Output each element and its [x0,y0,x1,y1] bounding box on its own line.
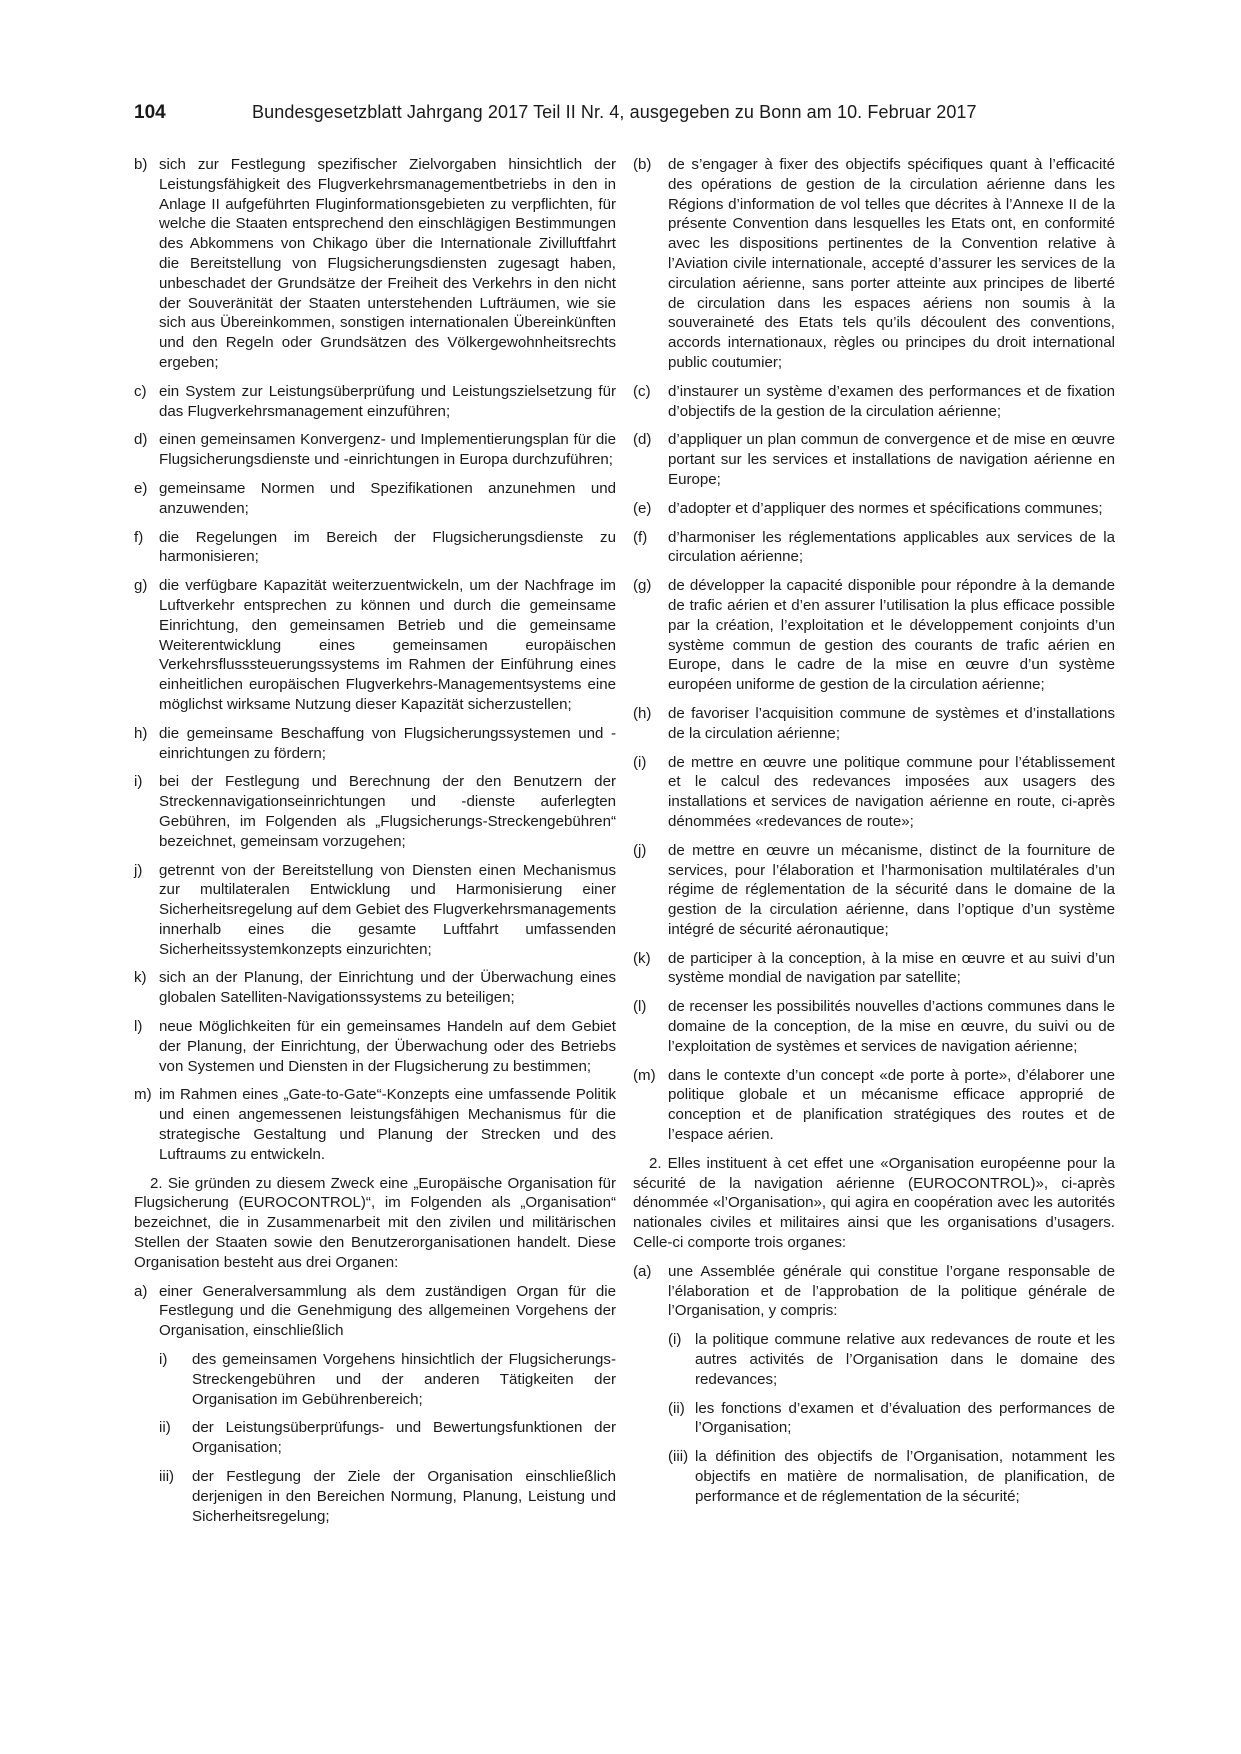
item-label: (d) [633,431,652,449]
sub-item-text: la définition des objectifs de l’Organisation, notamment les objectifs en matière de normalisation, de planification, de performance et de réglementation de la sécurité; [695,1448,1115,1505]
list-item [633,430,1115,489]
item-label: c) [134,382,147,400]
sub-item-text: la politique commune relative aux redevances de route et les autres activités de l’Organisation dans le domaine des redevances; [695,1331,1115,1388]
item-label: h) [134,724,148,742]
running-title: Bundesgesetzblatt Jahrgang 2017 Teil II Nr. 4, ausgegeben zu Bonn am 10. Februar 2017 [252,102,977,122]
item-label: d) [134,431,148,449]
item-label: l) [134,1018,143,1036]
list-item [134,1085,616,1164]
list-item [633,753,1115,832]
item-label: m) [134,1086,152,1104]
list-item [134,772,616,851]
sub-item-label: (iii) [668,1448,689,1466]
item-label: a) [134,1282,148,1300]
sub-item-text: der Leistungsüberprüfungs- und Bewertungsfunktionen der Organisation; [192,1419,616,1457]
sub-item-label: i) [159,1351,168,1369]
sub-item [159,1467,616,1526]
list-item [633,382,1115,422]
item-text: sich zur Festlegung spezifischer Zielvorgaben hinsichtlich der Leistungsfähigkeit des Flugverkehrsmanagementbetriebs in den in Anlage II aufgeführten Fluginformationsgebieten zu verpflichten, für welche die Staaten entsprechend den einschlägigen Bestimmungen des Abkommens von Chikago über die Internationale Zivilluftfahrt die Bereitstellung von Flugsicherungsdiensten zugesagt haben, unbeschadet der Grundsätze der Freiheit des Verkehrs in den nicht der Souveränität der Staaten unterstehenden Lufträumen, wie sie sich aus Übereinkommen, sonstigen internationalen Übereinkünften und den Regeln oder Grundsätzen des Völkergewohnheitsrechts ergeben; [159,156,616,371]
item-text: neue Möglichkeiten für ein gemeinsames Handeln auf dem Gebiet der Planung, der Einrichtung, der Überwachung oder des Betriebs von Systemen und Diensten in der Flugsicherung zu bestimmen; [159,1018,616,1075]
sub-item-label: iii) [159,1468,175,1486]
item-text: d’adopter et d’appliquer des normes et spécifications communes; [668,499,1103,517]
item-label: (e) [633,499,652,517]
item-label: (h) [633,704,652,722]
list-item [134,155,616,373]
sub-item [668,1399,1115,1439]
list-item [134,382,616,422]
item-text: getrennt von der Bereitstellung von Diensten einen Mechanismus zur multilateralen Entwicklung und Harmonisierung einer Sicherheitsregelung auf dem Gebiet des Flugverkehrsmanagements innerhalb eines die gesamte Luftfahrt umfassenden Sicherheitssystemkonzepts einzurichten; [159,861,616,958]
page-number: 104 [134,102,166,123]
item-text: de participer à la conception, à la mise en œuvre et au suivi d’un système mondial de navigation par satellite; [668,949,1115,987]
item-text: d’instaurer un système d’examen des performances et de fixation d’objectifs de la gestion de la circulation aérienne; [668,382,1115,420]
list-item [134,1017,616,1076]
item-text: d’harmoniser les réglementations applicables aux services de la circulation aérienne; [668,528,1115,566]
item-text: de développer la capacité disponible pour répondre à la demande de trafic aérien et d’en assurer l’utilisation la plus efficace possible par la création, l’exploitation et le développement conjoints d’un système commun de gestion des courants de trafic aérien en Europe, dans le cadre de la mise en œuvre d’un système européen uniforme de gestion de la circulation aérienne; [668,577,1115,694]
item-text: bei der Festlegung und Berechnung der den Benutzern der Streckennavigationseinrichtungen und -dienste auferlegten Gebühren, im Folgenden als „Flugsicherungs-Streckengebühren“ bezeichnet, gemeinsam vorzugehen; [159,773,616,850]
list-item [134,479,616,519]
item-text: die Regelungen im Bereich der Flugsicherungsdienste zu harmonisieren; [159,528,616,566]
item-text: de s’engager à fixer des objectifs spécifiques quant à l’efficacité des opérations de gestion de la circulation aérienne dans les Régions d’information de vol telles que décrites à l’Annexe II de la présente Convention dans lesquelles les Etats ont, en conformité avec les dispositions pertinentes de la Convention relative à l’Aviation civile internationale, accepté d’assurer les services de la circulation aérienne, sans porter atteinte aux principes de liberté de circulation dans les espaces aériens non soumis à la souveraineté des Etats tels qu’ils découlent des conventions, accords internationaux, règles ou principes du droit international public coutumier; [668,156,1115,371]
sub-item-label: (ii) [668,1399,685,1417]
list-item [134,724,616,764]
item-label: i) [134,773,143,791]
item-text: dans le contexte d’un concept «de porte à porte», d’élaborer une politique globale et un mécanisme efficace approprié de conception et de planification stratégiques des routes et de l’espace aérien. [668,1066,1115,1144]
list-item [134,968,616,1008]
item-label: f) [134,528,144,546]
item-text: im Rahmen eines „Gate-to-Gate“-Konzepts eine umfassende Politik und einen angemessenen leistungsfähigen Mechanismus für die strategische Gestaltung und Planung der Strecken und des Luftraums zu entwickeln. [159,1086,616,1163]
item-label: (g) [633,577,652,595]
german-column [134,155,616,1535]
list-item-a [134,1282,616,1341]
list-item [633,841,1115,940]
sub-item [159,1350,616,1409]
list-item [134,528,616,568]
item-label: (b) [633,156,652,173]
item-label: k) [134,969,147,987]
item-label: g) [134,577,148,595]
item-text: einen gemeinsamen Konvergenz- und Implementierungsplan für die Flugsicherungsdienste und -einrichtungen in Europa durchzuführen; [159,431,616,469]
list-item [134,576,616,715]
item-label: (j) [633,841,647,859]
item-text: sich an der Planung, der Einrichtung und der Überwachung eines globalen Satelliten-Navigationssystems zu beteiligen; [159,969,616,1007]
item-label: (k) [633,949,651,967]
sub-item-text: les fonctions d’examen et d’évaluation des performances de l’Organisation; [695,1399,1115,1437]
list-item [633,576,1115,695]
item-text: gemeinsame Normen und Spezifikationen anzunehmen und anzuwenden; [159,479,616,517]
paragraph-2: 2. Elles instituent à cet effet une «Organisation européenne pour la sécurité de la navigation aérienne (EUROCONTROL)», ci-après dénommée «l’Organisation», qui agira en coopération avec les autorités nationales civiles et militaires ainsi que les organisations d’usagers. Celle-ci comporte trois organes: [633,1154,1115,1252]
item-label: (m) [633,1066,656,1084]
sub-item [159,1418,616,1458]
list-item [633,155,1115,373]
item-text: de mettre en œuvre une politique commune pour l’établissement et le calcul des redevances imposées aux usagers des installations et services de navigation aérienne en route, ci-après dénommées «redevances de route»; [668,753,1115,830]
item-text: de mettre en œuvre un mécanisme, distinct de la fourniture de services, pour l’élaboration et l’harmonisation multilatérales d’un régime de réglementation de la sécurité dans le domaine de la gestion de la circulation aérienne, dans l’optique d’un système intégré de sécurité aéronautique; [668,841,1115,938]
sub-item-text: der Festlegung der Ziele der Organisation einschließlich derjenigen in den Bereichen Normung, Planung, Leistung und Sicherheitsregelung; [192,1468,616,1525]
item-text: die verfügbare Kapazität weiterzuentwickeln, um der Nachfrage im Luftverkehr entsprechen zu können und durch die gemeinsame Einrichtung, den gemeinsamen Betrieb und die gemeinsame Weiterentwicklung eines gemeinsamen europäischen Verkehrsflusssteuerungssystems im Rahmen der Einführung eines einheitlichen europäischen Flugverkehrs-Managementsystems eine möglichst wirksame Nutzung dieser Kapazität sicherzustellen; [159,577,616,713]
list-item [134,861,616,960]
page-header [134,102,1114,128]
item-text: de favoriser l’acquisition commune de systèmes et d’installations de la circulation aérienne; [668,704,1115,742]
item-text: une Assemblée générale qui constitue l’organe responsable de l’élaboration et de l’approbation de la politique générale de l’Organisation, y compris: [668,1262,1115,1320]
item-label: (f) [633,528,648,546]
item-label: j) [134,861,143,879]
paragraph-2: 2. Sie gründen zu diesem Zweck eine „Europäische Organisation für Flugsicherung (EUROCONTROL)“, im Folgenden als „Organisation“ bezeichnet, die in Zusammenarbeit mit den zivilen und militärischen Stellen der Staaten sowie den Benutzerorganisationen handelt. Diese Organisation besteht aus drei Organen: [134,1174,616,1271]
item-label: (i) [633,753,647,771]
list-item [633,499,1115,519]
list-item [633,1066,1115,1145]
item-text: de recenser les possibilités nouvelles d’actions communes dans le domaine de la conception, de la mise en œuvre, du suivi ou de l’exploitation de systèmes et services de navigation aérienne; [668,998,1115,1055]
sub-item-label: ii) [159,1419,171,1437]
list-item [633,704,1115,744]
list-item [633,949,1115,989]
sub-item-text: des gemeinsamen Vorgehens hinsichtlich der Flugsicherungs-Streckengebühren und der anderen Tätigkeiten der Organisation im Gebührenbereich; [192,1351,616,1408]
list-item [633,997,1115,1056]
item-label: (a) [633,1262,652,1280]
item-text: d’appliquer un plan commun de convergence et de mise en œuvre portant sur les services et installations de navigation aérienne en Europe; [668,431,1115,488]
sub-item-label: (i) [668,1331,682,1349]
sub-item [668,1330,1115,1389]
item-text: einer Generalversammlung als dem zuständigen Organ für die Festlegung und die Genehmigung des allgemeinen Vorgehens der Organisation, einschließlich [159,1282,616,1340]
list-item-a [633,1262,1115,1321]
item-text: ein System zur Leistungsüberprüfung und Leistungszielsetzung für das Flugverkehrsmanagement einzuführen; [159,382,616,420]
list-item [633,528,1115,568]
item-text: die gemeinsame Beschaffung von Flugsicherungssystemen und -einrichtungen zu fördern; [159,724,616,762]
french-column [633,155,1115,1516]
item-label: e) [134,479,148,497]
item-label: b) [134,156,148,173]
list-item [134,430,616,470]
sub-item [668,1447,1115,1506]
item-label: (c) [633,382,651,400]
item-label: (l) [633,998,647,1016]
